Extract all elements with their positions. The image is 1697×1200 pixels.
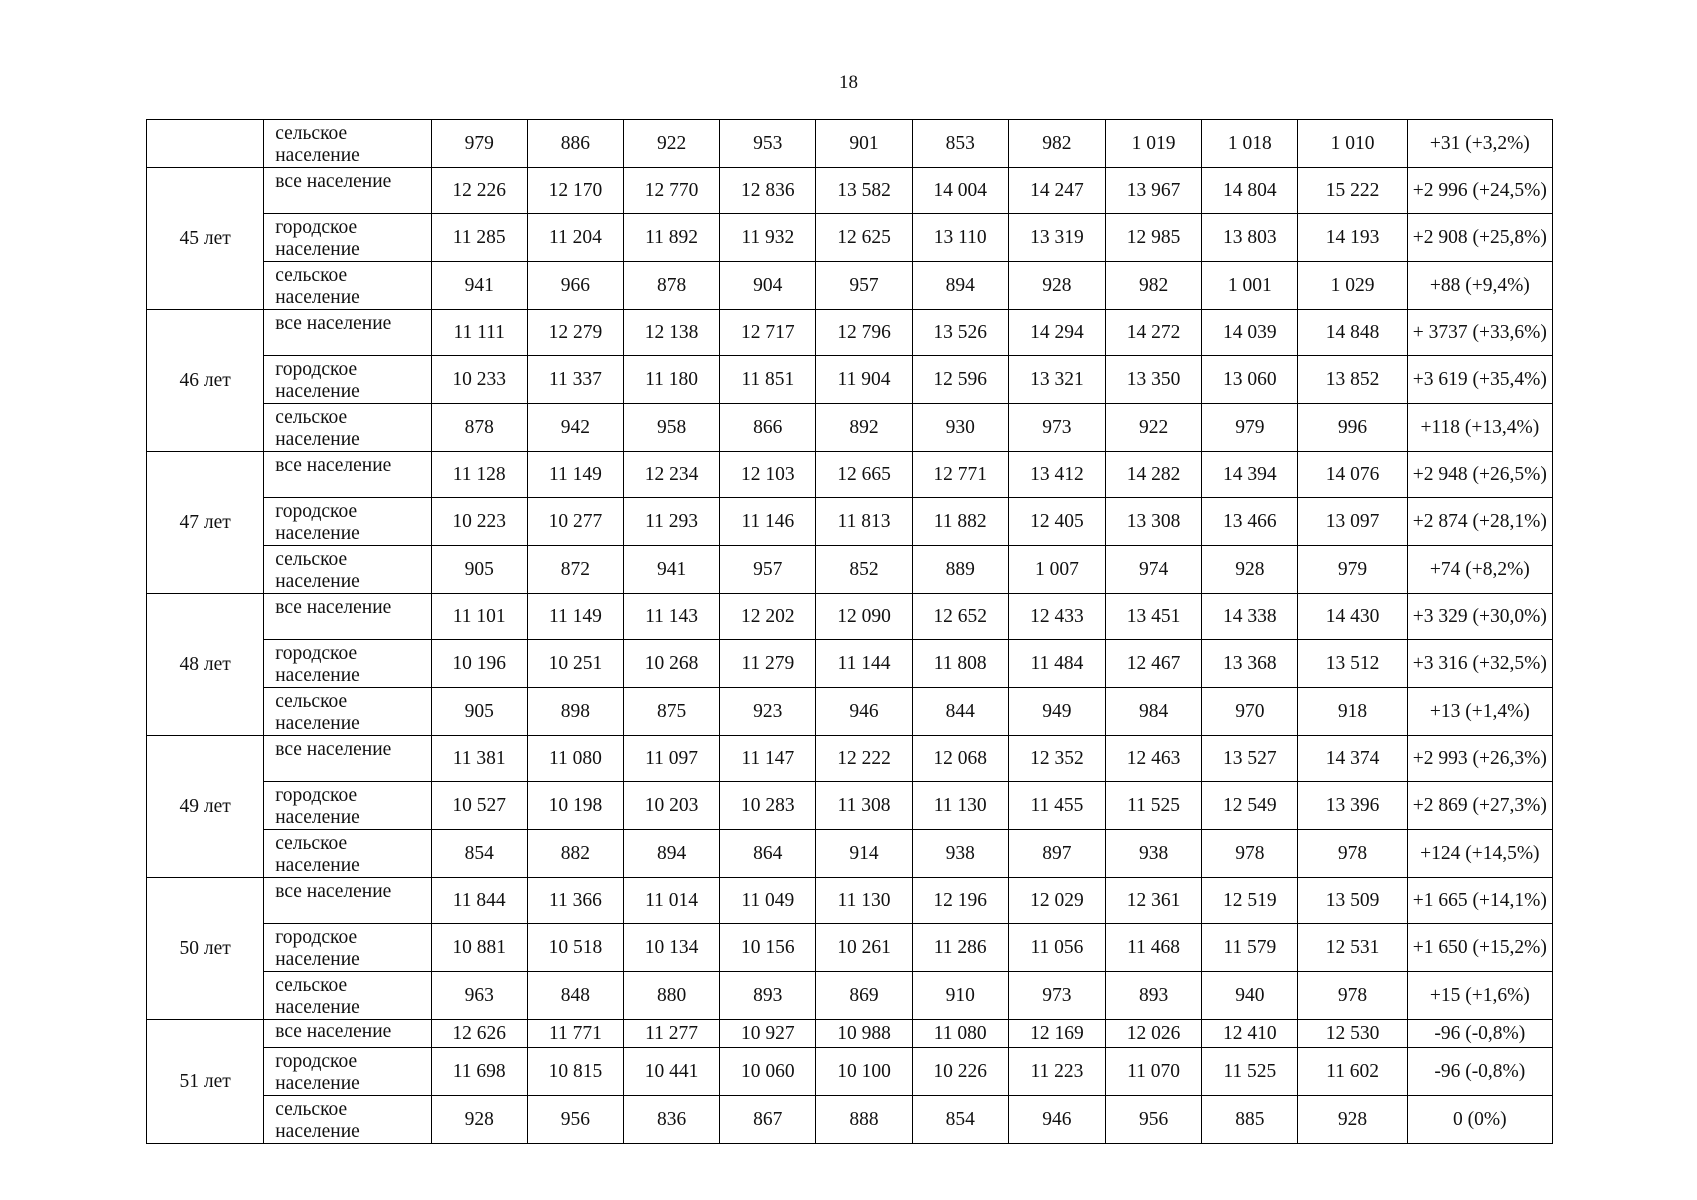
value-cell: 956	[1106, 1096, 1202, 1144]
population-type-cell: городское население	[264, 640, 431, 688]
value-cell: 12 029	[1008, 878, 1105, 924]
change-cell: -96 (-0,8%)	[1407, 1048, 1552, 1096]
value-cell: 14 294	[1008, 310, 1105, 356]
change-cell: +2 874 (+28,1%)	[1407, 498, 1552, 546]
value-cell: 12 836	[720, 168, 816, 214]
value-cell: 11 698	[431, 1048, 527, 1096]
population-type-cell: сельское население	[264, 1096, 431, 1144]
value-cell: 11 143	[624, 594, 720, 640]
value-cell: 10 283	[720, 782, 816, 830]
value-cell: 11 204	[527, 214, 623, 262]
change-cell: +31 (+3,2%)	[1407, 120, 1552, 168]
value-cell: 11 771	[527, 1020, 623, 1048]
value-cell: 893	[720, 972, 816, 1020]
value-cell: 12 405	[1008, 498, 1105, 546]
table-row	[147, 262, 1553, 310]
change-cell: + 3737 (+33,6%)	[1407, 310, 1552, 356]
value-cell: 973	[1008, 972, 1105, 1020]
table-row	[147, 1048, 1553, 1096]
value-cell: 1 029	[1298, 262, 1407, 310]
change-cell: 0 (0%)	[1407, 1096, 1552, 1144]
value-cell: 13 368	[1202, 640, 1298, 688]
value-cell: 14 338	[1202, 594, 1298, 640]
population-type-cell: все население	[264, 310, 431, 356]
value-cell: 922	[1106, 404, 1202, 452]
value-cell: 14 272	[1106, 310, 1202, 356]
value-cell: 13 967	[1106, 168, 1202, 214]
value-cell: 12 103	[720, 452, 816, 498]
value-cell: 14 247	[1008, 168, 1105, 214]
value-cell: 11 080	[527, 736, 623, 782]
table-row	[147, 404, 1553, 452]
population-type-cell: сельское население	[264, 120, 431, 168]
value-cell: 11 049	[720, 878, 816, 924]
age-cell: 47 лет	[147, 452, 264, 594]
population-type-cell: все население	[264, 168, 431, 214]
value-cell: 928	[1008, 262, 1105, 310]
value-cell: 904	[720, 262, 816, 310]
age-cell: 46 лет	[147, 310, 264, 452]
value-cell: 970	[1202, 688, 1298, 736]
value-cell: 11 080	[912, 1020, 1008, 1048]
value-cell: 984	[1106, 688, 1202, 736]
value-cell: 13 527	[1202, 736, 1298, 782]
table-row	[147, 120, 1553, 168]
value-cell: 10 251	[527, 640, 623, 688]
value-cell: 930	[912, 404, 1008, 452]
value-cell: 12 226	[431, 168, 527, 214]
change-cell: +15 (+1,6%)	[1407, 972, 1552, 1020]
value-cell: 996	[1298, 404, 1407, 452]
value-cell: 910	[912, 972, 1008, 1020]
value-cell: 10 815	[527, 1048, 623, 1096]
value-cell: 12 596	[912, 356, 1008, 404]
table-row	[147, 736, 1553, 782]
change-cell: +3 316 (+32,5%)	[1407, 640, 1552, 688]
population-type-cell: все население	[264, 1020, 431, 1048]
value-cell: 13 412	[1008, 452, 1105, 498]
value-cell: 12 796	[816, 310, 912, 356]
table-row	[147, 356, 1553, 404]
change-cell: +74 (+8,2%)	[1407, 546, 1552, 594]
population-type-cell: городское население	[264, 924, 431, 972]
value-cell: 11 130	[816, 878, 912, 924]
population-type-cell: сельское население	[264, 404, 431, 452]
page-number: 18	[839, 72, 858, 93]
value-cell: 1 007	[1008, 546, 1105, 594]
change-cell: +3 619 (+35,4%)	[1407, 356, 1552, 404]
value-cell: 12 770	[624, 168, 720, 214]
change-cell: -96 (-0,8%)	[1407, 1020, 1552, 1048]
value-cell: 12 068	[912, 736, 1008, 782]
value-cell: 10 261	[816, 924, 912, 972]
value-cell: 11 056	[1008, 924, 1105, 972]
change-cell: +2 948 (+26,5%)	[1407, 452, 1552, 498]
value-cell: 852	[816, 546, 912, 594]
value-cell: 897	[1008, 830, 1105, 878]
value-cell: 13 509	[1298, 878, 1407, 924]
table-row	[147, 782, 1553, 830]
table-row	[147, 168, 1553, 214]
value-cell: 844	[912, 688, 1008, 736]
value-cell: 12 771	[912, 452, 1008, 498]
value-cell: 957	[720, 546, 816, 594]
population-type-cell: городское население	[264, 782, 431, 830]
value-cell: 11 308	[816, 782, 912, 830]
value-cell: 11 892	[624, 214, 720, 262]
age-cell: 45 лет	[147, 168, 264, 310]
table-row	[147, 498, 1553, 546]
value-cell: 10 198	[527, 782, 623, 830]
value-cell: 1 001	[1202, 262, 1298, 310]
population-type-cell: все население	[264, 452, 431, 498]
value-cell: 11 293	[624, 498, 720, 546]
value-cell: 966	[527, 262, 623, 310]
value-cell: 12 170	[527, 168, 623, 214]
value-cell: 11 381	[431, 736, 527, 782]
table-row	[147, 878, 1553, 924]
value-cell: 14 039	[1202, 310, 1298, 356]
value-cell: 10 196	[431, 640, 527, 688]
value-cell: 14 430	[1298, 594, 1407, 640]
population-type-cell: все население	[264, 594, 431, 640]
value-cell: 914	[816, 830, 912, 878]
value-cell: 11 851	[720, 356, 816, 404]
value-cell: 12 138	[624, 310, 720, 356]
value-cell: 928	[1202, 546, 1298, 594]
value-cell: 11 277	[624, 1020, 720, 1048]
value-cell: 13 466	[1202, 498, 1298, 546]
value-cell: 940	[1202, 972, 1298, 1020]
value-cell: 10 988	[816, 1020, 912, 1048]
value-cell: 11 455	[1008, 782, 1105, 830]
age-cell	[147, 120, 264, 168]
table-row	[147, 1020, 1553, 1048]
value-cell: 13 308	[1106, 498, 1202, 546]
value-cell: 10 134	[624, 924, 720, 972]
value-cell: 11 014	[624, 878, 720, 924]
value-cell: 11 525	[1202, 1048, 1298, 1096]
value-cell: 12 279	[527, 310, 623, 356]
value-cell: 11 279	[720, 640, 816, 688]
value-cell: 13 526	[912, 310, 1008, 356]
value-cell: 14 282	[1106, 452, 1202, 498]
value-cell: 938	[912, 830, 1008, 878]
value-cell: 13 319	[1008, 214, 1105, 262]
value-cell: 867	[720, 1096, 816, 1144]
value-cell: 1 018	[1202, 120, 1298, 168]
population-table	[146, 119, 1553, 1144]
value-cell: 923	[720, 688, 816, 736]
value-cell: 14 394	[1202, 452, 1298, 498]
value-cell: 11 844	[431, 878, 527, 924]
value-cell: 893	[1106, 972, 1202, 1020]
value-cell: 973	[1008, 404, 1105, 452]
value-cell: 978	[1298, 830, 1407, 878]
value-cell: 12 549	[1202, 782, 1298, 830]
value-cell: 946	[816, 688, 912, 736]
value-cell: 13 451	[1106, 594, 1202, 640]
value-cell: 11 602	[1298, 1048, 1407, 1096]
value-cell: 10 277	[527, 498, 623, 546]
value-cell: 963	[431, 972, 527, 1020]
change-cell: +118 (+13,4%)	[1407, 404, 1552, 452]
value-cell: 11 366	[527, 878, 623, 924]
change-cell: +1 665 (+14,1%)	[1407, 878, 1552, 924]
population-type-cell: сельское население	[264, 972, 431, 1020]
table-row	[147, 688, 1553, 736]
value-cell: 12 361	[1106, 878, 1202, 924]
value-cell: 11 180	[624, 356, 720, 404]
value-cell: 1 010	[1298, 120, 1407, 168]
value-cell: 878	[624, 262, 720, 310]
value-cell: 14 848	[1298, 310, 1407, 356]
value-cell: 10 268	[624, 640, 720, 688]
value-cell: 11 223	[1008, 1048, 1105, 1096]
value-cell: 10 100	[816, 1048, 912, 1096]
value-cell: 957	[816, 262, 912, 310]
age-cell: 48 лет	[147, 594, 264, 736]
value-cell: 982	[1008, 120, 1105, 168]
value-cell: 12 985	[1106, 214, 1202, 262]
value-cell: 12 234	[624, 452, 720, 498]
value-cell: 872	[527, 546, 623, 594]
value-cell: 974	[1106, 546, 1202, 594]
value-cell: 889	[912, 546, 1008, 594]
age-cell: 51 лет	[147, 1020, 264, 1144]
population-type-cell: городское население	[264, 214, 431, 262]
value-cell: 12 352	[1008, 736, 1105, 782]
population-type-cell: городское население	[264, 498, 431, 546]
change-cell: +88 (+9,4%)	[1407, 262, 1552, 310]
value-cell: 13 321	[1008, 356, 1105, 404]
value-cell: 14 804	[1202, 168, 1298, 214]
value-cell: 11 101	[431, 594, 527, 640]
table-row	[147, 546, 1553, 594]
value-cell: 880	[624, 972, 720, 1020]
value-cell: 894	[624, 830, 720, 878]
value-cell: 979	[431, 120, 527, 168]
value-cell: 853	[912, 120, 1008, 168]
value-cell: 10 518	[527, 924, 623, 972]
value-cell: 10 233	[431, 356, 527, 404]
population-type-cell: городское население	[264, 356, 431, 404]
value-cell: 13 060	[1202, 356, 1298, 404]
value-cell: 12 626	[431, 1020, 527, 1048]
value-cell: 12 410	[1202, 1020, 1298, 1048]
change-cell: +2 908 (+25,8%)	[1407, 214, 1552, 262]
value-cell: 13 852	[1298, 356, 1407, 404]
value-cell: 11 111	[431, 310, 527, 356]
value-cell: 978	[1298, 972, 1407, 1020]
value-cell: 12 717	[720, 310, 816, 356]
table-row	[147, 214, 1553, 262]
value-cell: 905	[431, 546, 527, 594]
value-cell: 922	[624, 120, 720, 168]
value-cell: 898	[527, 688, 623, 736]
value-cell: 854	[912, 1096, 1008, 1144]
value-cell: 13 512	[1298, 640, 1407, 688]
value-cell: 11 484	[1008, 640, 1105, 688]
change-cell: +13 (+1,4%)	[1407, 688, 1552, 736]
value-cell: 11 525	[1106, 782, 1202, 830]
value-cell: 946	[1008, 1096, 1105, 1144]
value-cell: 11 285	[431, 214, 527, 262]
value-cell: 941	[431, 262, 527, 310]
value-cell: 14 004	[912, 168, 1008, 214]
value-cell: 12 652	[912, 594, 1008, 640]
value-cell: 11 097	[624, 736, 720, 782]
population-type-cell: сельское население	[264, 262, 431, 310]
value-cell: 12 463	[1106, 736, 1202, 782]
value-cell: 882	[527, 830, 623, 878]
value-cell: 928	[1298, 1096, 1407, 1144]
value-cell: 941	[624, 546, 720, 594]
value-cell: 13 396	[1298, 782, 1407, 830]
value-cell: 949	[1008, 688, 1105, 736]
value-cell: 11 130	[912, 782, 1008, 830]
table-row	[147, 640, 1553, 688]
table-row	[147, 830, 1553, 878]
table-row	[147, 452, 1553, 498]
value-cell: 854	[431, 830, 527, 878]
value-cell: 979	[1202, 404, 1298, 452]
value-cell: 10 203	[624, 782, 720, 830]
value-cell: 11 147	[720, 736, 816, 782]
value-cell: 10 441	[624, 1048, 720, 1096]
value-cell: 11 882	[912, 498, 1008, 546]
value-cell: 12 202	[720, 594, 816, 640]
value-cell: 885	[1202, 1096, 1298, 1144]
value-cell: 13 803	[1202, 214, 1298, 262]
value-cell: 13 110	[912, 214, 1008, 262]
value-cell: 10 156	[720, 924, 816, 972]
value-cell: 978	[1202, 830, 1298, 878]
population-type-cell: сельское население	[264, 688, 431, 736]
value-cell: 869	[816, 972, 912, 1020]
value-cell: 13 582	[816, 168, 912, 214]
value-cell: 12 467	[1106, 640, 1202, 688]
value-cell: 982	[1106, 262, 1202, 310]
value-cell: 953	[720, 120, 816, 168]
population-type-cell: городское население	[264, 1048, 431, 1096]
value-cell: 942	[527, 404, 623, 452]
value-cell: 1 019	[1106, 120, 1202, 168]
value-cell: 12 196	[912, 878, 1008, 924]
value-cell: 905	[431, 688, 527, 736]
value-cell: 864	[720, 830, 816, 878]
value-cell: 979	[1298, 546, 1407, 594]
value-cell: 12 519	[1202, 878, 1298, 924]
value-cell: 928	[431, 1096, 527, 1144]
value-cell: 14 374	[1298, 736, 1407, 782]
value-cell: 11 070	[1106, 1048, 1202, 1096]
age-cell: 49 лет	[147, 736, 264, 878]
value-cell: 886	[527, 120, 623, 168]
value-cell: 14 076	[1298, 452, 1407, 498]
value-cell: 10 226	[912, 1048, 1008, 1096]
value-cell: 938	[1106, 830, 1202, 878]
population-type-cell: сельское население	[264, 546, 431, 594]
change-cell: +3 329 (+30,0%)	[1407, 594, 1552, 640]
value-cell: 13 097	[1298, 498, 1407, 546]
value-cell: 12 090	[816, 594, 912, 640]
value-cell: 11 146	[720, 498, 816, 546]
table-row	[147, 924, 1553, 972]
value-cell: 918	[1298, 688, 1407, 736]
change-cell: +2 993 (+26,3%)	[1407, 736, 1552, 782]
value-cell: 14 193	[1298, 214, 1407, 262]
value-cell: 12 531	[1298, 924, 1407, 972]
value-cell: 12 026	[1106, 1020, 1202, 1048]
value-cell: 894	[912, 262, 1008, 310]
value-cell: 878	[431, 404, 527, 452]
population-type-cell: сельское население	[264, 830, 431, 878]
value-cell: 875	[624, 688, 720, 736]
value-cell: 12 665	[816, 452, 912, 498]
value-cell: 11 813	[816, 498, 912, 546]
value-cell: 901	[816, 120, 912, 168]
value-cell: 11 149	[527, 594, 623, 640]
value-cell: 10 527	[431, 782, 527, 830]
value-cell: 11 468	[1106, 924, 1202, 972]
value-cell: 12 530	[1298, 1020, 1407, 1048]
value-cell: 11 149	[527, 452, 623, 498]
value-cell: 10 060	[720, 1048, 816, 1096]
value-cell: 836	[624, 1096, 720, 1144]
value-cell: 10 881	[431, 924, 527, 972]
value-cell: 888	[816, 1096, 912, 1144]
value-cell: 12 625	[816, 214, 912, 262]
value-cell: 958	[624, 404, 720, 452]
change-cell: +124 (+14,5%)	[1407, 830, 1552, 878]
change-cell: +1 650 (+15,2%)	[1407, 924, 1552, 972]
value-cell: 848	[527, 972, 623, 1020]
value-cell: 11 932	[720, 214, 816, 262]
value-cell: 11 808	[912, 640, 1008, 688]
table-row	[147, 310, 1553, 356]
value-cell: 892	[816, 404, 912, 452]
value-cell: 12 433	[1008, 594, 1105, 640]
value-cell: 11 904	[816, 356, 912, 404]
change-cell: +2 869 (+27,3%)	[1407, 782, 1552, 830]
value-cell: 13 350	[1106, 356, 1202, 404]
value-cell: 10 927	[720, 1020, 816, 1048]
value-cell: 15 222	[1298, 168, 1407, 214]
value-cell: 12 222	[816, 736, 912, 782]
table-row	[147, 972, 1553, 1020]
table-row	[147, 1096, 1553, 1144]
change-cell: +2 996 (+24,5%)	[1407, 168, 1552, 214]
value-cell: 956	[527, 1096, 623, 1144]
population-type-cell: все население	[264, 878, 431, 924]
age-cell: 50 лет	[147, 878, 264, 1020]
value-cell: 11 337	[527, 356, 623, 404]
value-cell: 12 169	[1008, 1020, 1105, 1048]
value-cell: 11 579	[1202, 924, 1298, 972]
value-cell: 11 286	[912, 924, 1008, 972]
value-cell: 11 144	[816, 640, 912, 688]
population-type-cell: все население	[264, 736, 431, 782]
value-cell: 11 128	[431, 452, 527, 498]
value-cell: 10 223	[431, 498, 527, 546]
table-row	[147, 594, 1553, 640]
value-cell: 866	[720, 404, 816, 452]
